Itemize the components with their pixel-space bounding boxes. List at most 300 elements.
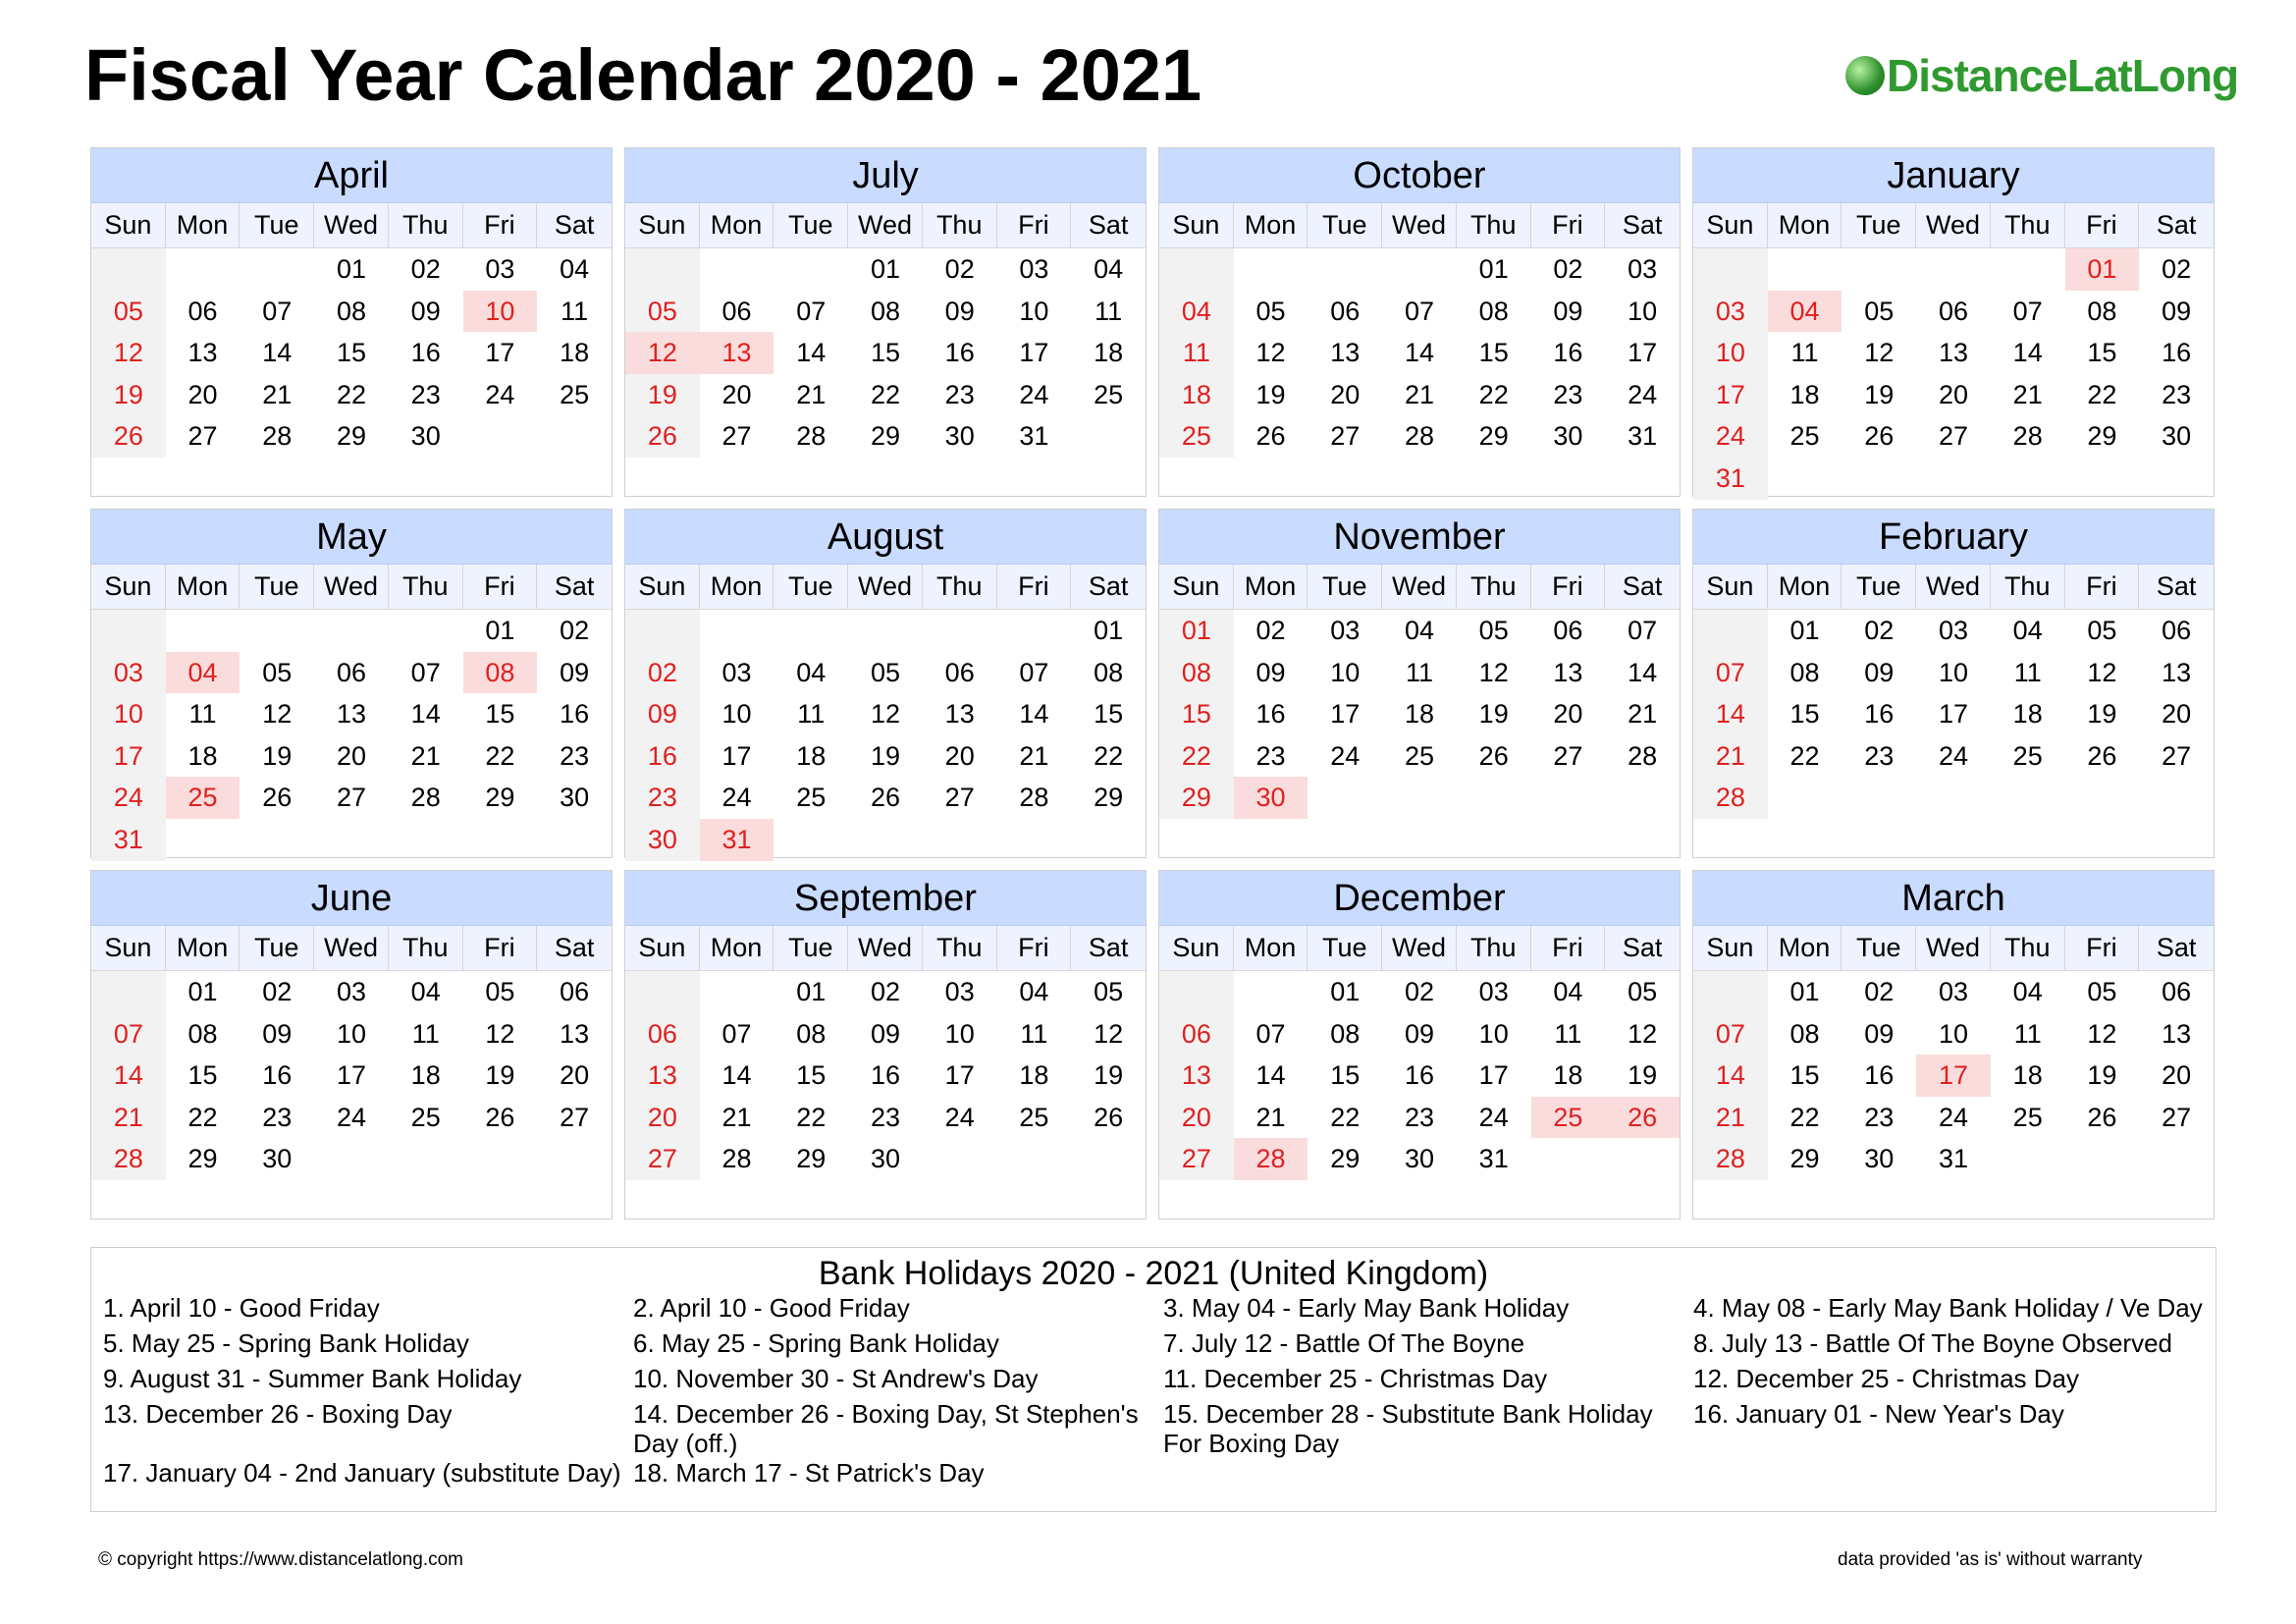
day-cell[interactable]: 05 <box>1255 296 1286 326</box>
day-cell[interactable]: 28 <box>1628 740 1658 771</box>
day-cell[interactable]: 26 <box>2087 740 2117 771</box>
day-cell[interactable]: 29 <box>870 421 901 452</box>
day-cell[interactable]: 27 <box>1938 421 1969 452</box>
day-cell[interactable]: 15 <box>187 1060 218 1091</box>
day-cell[interactable]: 07 <box>1693 1013 1768 1056</box>
day-cell[interactable]: 28 <box>410 783 441 813</box>
day-cell[interactable]: 28 <box>1693 777 1768 819</box>
day-cell[interactable]: 17 <box>1330 699 1361 730</box>
day-cell[interactable]: 20 <box>1938 379 1969 409</box>
day-cell[interactable]: 04 <box>1553 977 1583 1006</box>
day-cell[interactable]: 26 <box>625 415 700 458</box>
day-cell[interactable]: 05 <box>262 657 293 687</box>
day-cell[interactable]: 25 <box>796 783 827 813</box>
day-cell[interactable]: 04 <box>1019 977 1049 1006</box>
day-cell[interactable]: 16 <box>560 699 590 730</box>
day-cell[interactable]: 19 <box>91 374 166 416</box>
day-cell[interactable]: 08 <box>187 1018 218 1049</box>
day-cell[interactable]: 12 <box>1255 338 1286 368</box>
day-cell[interactable]: 20 <box>336 740 367 771</box>
day-cell[interactable]: 31 <box>1938 1144 1969 1174</box>
day-cell[interactable]: 16 <box>2162 338 2192 368</box>
day-cell[interactable]: 28 <box>91 1138 166 1180</box>
day-cell[interactable]: 07 <box>2012 296 2043 326</box>
day-cell[interactable]: 07 <box>721 1018 752 1049</box>
day-cell[interactable]: 21 <box>410 740 441 771</box>
day-cell[interactable]: 03 <box>1330 616 1361 645</box>
day-cell[interactable]: 08 <box>1159 652 1234 694</box>
day-cell[interactable]: 09 <box>410 296 441 326</box>
day-cell[interactable]: 18 <box>410 1060 441 1091</box>
day-cell[interactable]: 09 <box>625 693 700 735</box>
day-cell[interactable]: 07 <box>1019 657 1049 687</box>
day-cell[interactable]: 27 <box>625 1138 700 1180</box>
day-cell[interactable]: 02 <box>262 977 293 1006</box>
day-cell[interactable]: 29 <box>1330 1144 1361 1174</box>
day-cell[interactable]: 24 <box>721 783 752 813</box>
day-cell[interactable]: 08 <box>1330 1018 1361 1049</box>
day-cell[interactable]: 18 <box>2012 1060 2043 1091</box>
day-cell[interactable]: 01 <box>2065 248 2140 291</box>
day-cell[interactable]: 31 <box>91 819 166 861</box>
day-cell[interactable]: 21 <box>1693 1097 1768 1139</box>
day-cell[interactable]: 01 <box>1478 254 1509 284</box>
day-cell[interactable]: 28 <box>1404 421 1435 452</box>
day-cell[interactable]: 13 <box>187 338 218 368</box>
day-cell[interactable]: 18 <box>1789 379 1820 409</box>
day-cell[interactable]: 12 <box>1864 338 1895 368</box>
day-cell[interactable]: 01 <box>187 977 218 1006</box>
day-cell[interactable]: 03 <box>944 977 975 1006</box>
day-cell[interactable]: 01 <box>1789 977 1820 1006</box>
day-cell[interactable]: 24 <box>1938 1102 1969 1132</box>
day-cell[interactable]: 06 <box>625 1013 700 1056</box>
day-cell[interactable]: 23 <box>1255 740 1286 771</box>
day-cell[interactable]: 02 <box>1864 977 1895 1006</box>
day-cell[interactable]: 18 <box>796 740 827 771</box>
day-cell[interactable]: 23 <box>560 740 590 771</box>
day-cell[interactable]: 02 <box>870 977 901 1006</box>
day-cell[interactable]: 25 <box>1404 740 1435 771</box>
day-cell[interactable]: 10 <box>1478 1018 1509 1049</box>
day-cell[interactable]: 06 <box>2162 616 2192 645</box>
day-cell[interactable]: 19 <box>870 740 901 771</box>
day-cell[interactable]: 23 <box>625 777 700 819</box>
day-cell[interactable]: 05 <box>1094 977 1124 1006</box>
day-cell[interactable]: 24 <box>944 1102 975 1132</box>
day-cell[interactable]: 02 <box>1255 616 1286 645</box>
day-cell[interactable]: 28 <box>1234 1138 1308 1180</box>
day-cell[interactable]: 07 <box>91 1013 166 1056</box>
day-cell[interactable]: 04 <box>166 652 240 694</box>
day-cell[interactable]: 11 <box>1095 296 1123 326</box>
day-cell[interactable]: 11 <box>411 1018 440 1049</box>
day-cell[interactable]: 17 <box>1628 338 1658 368</box>
day-cell[interactable]: 29 <box>187 1144 218 1174</box>
day-cell[interactable]: 20 <box>2162 699 2192 730</box>
day-cell[interactable]: 18 <box>560 338 590 368</box>
day-cell[interactable]: 31 <box>1478 1144 1509 1174</box>
day-cell[interactable]: 23 <box>1404 1102 1435 1132</box>
day-cell[interactable]: 18 <box>187 740 218 771</box>
day-cell[interactable]: 01 <box>485 616 515 645</box>
day-cell[interactable]: 16 <box>262 1060 293 1091</box>
day-cell[interactable]: 05 <box>485 977 515 1006</box>
day-cell[interactable]: 08 <box>796 1018 827 1049</box>
day-cell[interactable]: 10 <box>1628 296 1658 326</box>
day-cell[interactable]: 11 <box>2013 1018 2042 1049</box>
day-cell[interactable]: 12 <box>91 332 166 374</box>
day-cell[interactable]: 21 <box>91 1097 166 1139</box>
day-cell[interactable]: 20 <box>187 379 218 409</box>
day-cell[interactable]: 20 <box>721 379 752 409</box>
day-cell[interactable]: 26 <box>91 415 166 458</box>
day-cell[interactable]: 17 <box>91 735 166 778</box>
day-cell[interactable]: 19 <box>625 374 700 416</box>
day-cell[interactable]: 29 <box>1478 421 1509 452</box>
day-cell[interactable]: 10 <box>944 1018 975 1049</box>
day-cell[interactable]: 22 <box>485 740 515 771</box>
day-cell[interactable]: 19 <box>485 1060 515 1091</box>
day-cell[interactable]: 14 <box>91 1055 166 1097</box>
day-cell[interactable]: 13 <box>700 332 774 374</box>
day-cell[interactable]: 07 <box>796 296 827 326</box>
day-cell[interactable]: 05 <box>1478 616 1509 645</box>
day-cell[interactable]: 30 <box>1553 421 1583 452</box>
day-cell[interactable]: 29 <box>2087 421 2117 452</box>
day-cell[interactable]: 29 <box>1094 783 1124 813</box>
day-cell[interactable]: 05 <box>625 291 700 333</box>
day-cell[interactable]: 23 <box>1553 379 1583 409</box>
day-cell[interactable]: 26 <box>1094 1102 1124 1132</box>
day-cell[interactable]: 14 <box>410 699 441 730</box>
day-cell[interactable]: 02 <box>944 254 975 284</box>
day-cell[interactable]: 30 <box>1404 1144 1435 1174</box>
day-cell[interactable]: 15 <box>485 699 515 730</box>
day-cell[interactable]: 15 <box>336 338 367 368</box>
day-cell[interactable]: 11 <box>1020 1018 1048 1049</box>
day-cell[interactable]: 26 <box>2087 1102 2117 1132</box>
day-cell[interactable]: 05 <box>2087 977 2117 1006</box>
day-cell[interactable]: 12 <box>625 332 700 374</box>
day-cell[interactable]: 30 <box>870 1144 901 1174</box>
day-cell[interactable]: 20 <box>2162 1060 2192 1091</box>
day-cell[interactable]: 28 <box>262 421 293 452</box>
day-cell[interactable]: 22 <box>1159 735 1234 778</box>
day-cell[interactable]: 15 <box>870 338 901 368</box>
day-cell[interactable]: 19 <box>1864 379 1895 409</box>
day-cell[interactable]: 21 <box>1404 379 1435 409</box>
day-cell[interactable]: 03 <box>1938 616 1969 645</box>
day-cell[interactable]: 26 <box>1605 1097 1680 1139</box>
day-cell[interactable]: 08 <box>1094 657 1124 687</box>
day-cell[interactable]: 02 <box>625 652 700 694</box>
day-cell[interactable]: 15 <box>1478 338 1509 368</box>
day-cell[interactable]: 09 <box>1864 657 1895 687</box>
day-cell[interactable]: 05 <box>1628 977 1658 1006</box>
day-cell[interactable]: 20 <box>1159 1097 1234 1139</box>
day-cell[interactable]: 24 <box>1628 379 1658 409</box>
day-cell[interactable]: 23 <box>410 379 441 409</box>
day-cell[interactable]: 04 <box>410 977 441 1006</box>
day-cell[interactable]: 15 <box>796 1060 827 1091</box>
day-cell[interactable]: 21 <box>262 379 293 409</box>
day-cell[interactable]: 13 <box>1330 338 1361 368</box>
day-cell[interactable]: 20 <box>560 1060 590 1091</box>
day-cell[interactable]: 27 <box>2162 1102 2192 1132</box>
day-cell[interactable]: 02 <box>2162 254 2192 284</box>
day-cell[interactable]: 16 <box>870 1060 901 1091</box>
day-cell[interactable]: 25 <box>2012 1102 2043 1132</box>
day-cell[interactable]: 22 <box>2087 379 2117 409</box>
day-cell[interactable]: 27 <box>2162 740 2192 771</box>
day-cell[interactable]: 06 <box>336 657 367 687</box>
day-cell[interactable]: 19 <box>262 740 293 771</box>
day-cell[interactable]: 12 <box>1094 1018 1124 1049</box>
day-cell[interactable]: 09 <box>1404 1018 1435 1049</box>
day-cell[interactable]: 06 <box>944 657 975 687</box>
day-cell[interactable]: 08 <box>870 296 901 326</box>
day-cell[interactable]: 07 <box>1693 652 1768 694</box>
day-cell[interactable]: 25 <box>410 1102 441 1132</box>
day-cell[interactable]: 08 <box>1789 657 1820 687</box>
day-cell[interactable]: 06 <box>187 296 218 326</box>
day-cell[interactable]: 11 <box>1554 1018 1582 1049</box>
day-cell[interactable]: 16 <box>1864 699 1895 730</box>
day-cell[interactable]: 16 <box>410 338 441 368</box>
day-cell[interactable]: 09 <box>1553 296 1583 326</box>
day-cell[interactable]: 26 <box>485 1102 515 1132</box>
day-cell[interactable]: 03 <box>336 977 367 1006</box>
day-cell[interactable]: 19 <box>2087 1060 2117 1091</box>
day-cell[interactable]: 17 <box>1693 374 1768 416</box>
day-cell[interactable]: 03 <box>1019 254 1049 284</box>
day-cell[interactable]: 13 <box>944 699 975 730</box>
day-cell[interactable]: 25 <box>166 777 240 819</box>
day-cell[interactable]: 21 <box>796 379 827 409</box>
day-cell[interactable]: 09 <box>944 296 975 326</box>
day-cell[interactable]: 18 <box>2012 699 2043 730</box>
day-cell[interactable]: 18 <box>1553 1060 1583 1091</box>
day-cell[interactable]: 21 <box>1255 1102 1286 1132</box>
day-cell[interactable]: 21 <box>1019 740 1049 771</box>
day-cell[interactable]: 10 <box>1019 296 1049 326</box>
day-cell[interactable]: 02 <box>1404 977 1435 1006</box>
day-cell[interactable]: 02 <box>1864 616 1895 645</box>
day-cell[interactable]: 22 <box>796 1102 827 1132</box>
day-cell[interactable]: 03 <box>1628 254 1658 284</box>
day-cell[interactable]: 29 <box>1789 1144 1820 1174</box>
day-cell[interactable]: 15 <box>1789 1060 1820 1091</box>
day-cell[interactable]: 06 <box>1553 616 1583 645</box>
day-cell[interactable]: 01 <box>870 254 901 284</box>
day-cell[interactable]: 27 <box>1159 1138 1234 1180</box>
day-cell[interactable]: 17 <box>1478 1060 1509 1091</box>
day-cell[interactable]: 27 <box>721 421 752 452</box>
day-cell[interactable]: 14 <box>2012 338 2043 368</box>
day-cell[interactable]: 21 <box>721 1102 752 1132</box>
day-cell[interactable]: 10 <box>91 693 166 735</box>
day-cell[interactable]: 14 <box>721 1060 752 1091</box>
day-cell[interactable]: 11 <box>561 296 589 326</box>
day-cell[interactable]: 24 <box>1938 740 1969 771</box>
day-cell[interactable]: 11 <box>1405 657 1433 687</box>
day-cell[interactable]: 12 <box>262 699 293 730</box>
day-cell[interactable]: 01 <box>1159 610 1234 652</box>
day-cell[interactable]: 13 <box>2162 657 2192 687</box>
day-cell[interactable]: 18 <box>1094 338 1124 368</box>
day-cell[interactable]: 11 <box>797 699 826 730</box>
day-cell[interactable]: 12 <box>485 1018 515 1049</box>
day-cell[interactable]: 08 <box>336 296 367 326</box>
day-cell[interactable]: 22 <box>1789 740 1820 771</box>
day-cell[interactable]: 02 <box>410 254 441 284</box>
day-cell[interactable]: 12 <box>1478 657 1509 687</box>
day-cell[interactable]: 14 <box>1404 338 1435 368</box>
day-cell[interactable]: 03 <box>1938 977 1969 1006</box>
day-cell[interactable]: 31 <box>1019 421 1049 452</box>
day-cell[interactable]: 22 <box>1478 379 1509 409</box>
day-cell[interactable]: 04 <box>2012 977 2043 1006</box>
day-cell[interactable]: 21 <box>1693 735 1768 778</box>
day-cell[interactable]: 14 <box>1693 693 1768 735</box>
day-cell[interactable]: 01 <box>796 977 827 1006</box>
day-cell[interactable]: 02 <box>1553 254 1583 284</box>
day-cell[interactable]: 13 <box>560 1018 590 1049</box>
day-cell[interactable]: 31 <box>700 819 774 861</box>
day-cell[interactable]: 10 <box>1693 332 1768 374</box>
day-cell[interactable]: 21 <box>2012 379 2043 409</box>
day-cell[interactable]: 26 <box>1864 421 1895 452</box>
day-cell[interactable]: 11 <box>2013 657 2042 687</box>
day-cell[interactable]: 04 <box>2012 616 2043 645</box>
day-cell[interactable]: 07 <box>262 296 293 326</box>
day-cell[interactable]: 23 <box>262 1102 293 1132</box>
day-cell[interactable]: 24 <box>1330 740 1361 771</box>
day-cell[interactable]: 22 <box>1094 740 1124 771</box>
day-cell[interactable]: 28 <box>1019 783 1049 813</box>
day-cell[interactable]: 13 <box>1553 657 1583 687</box>
day-cell[interactable]: 06 <box>1330 296 1361 326</box>
day-cell[interactable]: 06 <box>560 977 590 1006</box>
day-cell[interactable]: 24 <box>1693 415 1768 458</box>
day-cell[interactable]: 30 <box>1234 777 1308 819</box>
day-cell[interactable]: 08 <box>1789 1018 1820 1049</box>
day-cell[interactable]: 05 <box>1864 296 1895 326</box>
day-cell[interactable]: 25 <box>1094 379 1124 409</box>
day-cell[interactable]: 06 <box>721 296 752 326</box>
day-cell[interactable]: 21 <box>1628 699 1658 730</box>
day-cell[interactable]: 11 <box>188 699 217 730</box>
day-cell[interactable]: 12 <box>2087 1018 2117 1049</box>
day-cell[interactable]: 03 <box>721 657 752 687</box>
day-cell[interactable]: 27 <box>944 783 975 813</box>
day-cell[interactable]: 22 <box>1330 1102 1361 1132</box>
day-cell[interactable]: 16 <box>1553 338 1583 368</box>
day-cell[interactable]: 10 <box>1938 1018 1969 1049</box>
day-cell[interactable]: 14 <box>1019 699 1049 730</box>
day-cell[interactable]: 31 <box>1628 421 1658 452</box>
day-cell[interactable]: 16 <box>625 735 700 778</box>
day-cell[interactable]: 19 <box>1478 699 1509 730</box>
day-cell[interactable]: 14 <box>1255 1060 1286 1091</box>
day-cell[interactable]: 30 <box>625 819 700 861</box>
day-cell[interactable]: 29 <box>485 783 515 813</box>
day-cell[interactable]: 22 <box>870 379 901 409</box>
day-cell[interactable]: 09 <box>2162 296 2192 326</box>
day-cell[interactable]: 28 <box>2012 421 2043 452</box>
day-cell[interactable]: 27 <box>1330 421 1361 452</box>
day-cell[interactable]: 22 <box>1789 1102 1820 1132</box>
day-cell[interactable]: 01 <box>336 254 367 284</box>
day-cell[interactable]: 25 <box>1159 415 1234 458</box>
day-cell[interactable]: 19 <box>1628 1060 1658 1091</box>
day-cell[interactable]: 04 <box>1404 616 1435 645</box>
day-cell[interactable]: 15 <box>1330 1060 1361 1091</box>
day-cell[interactable]: 24 <box>1019 379 1049 409</box>
day-cell[interactable]: 24 <box>1478 1102 1509 1132</box>
day-cell[interactable]: 08 <box>1478 296 1509 326</box>
day-cell[interactable]: 31 <box>1693 458 1768 500</box>
day-cell[interactable]: 30 <box>262 1144 293 1174</box>
day-cell[interactable]: 09 <box>262 1018 293 1049</box>
day-cell[interactable]: 19 <box>1094 1060 1124 1091</box>
day-cell[interactable]: 24 <box>91 777 166 819</box>
day-cell[interactable]: 08 <box>463 652 538 694</box>
day-cell[interactable]: 23 <box>870 1102 901 1132</box>
day-cell[interactable]: 06 <box>1938 296 1969 326</box>
day-cell[interactable]: 10 <box>1938 657 1969 687</box>
day-cell[interactable]: 05 <box>91 291 166 333</box>
day-cell[interactable]: 16 <box>944 338 975 368</box>
day-cell[interactable]: 15 <box>1789 699 1820 730</box>
day-cell[interactable]: 07 <box>1628 616 1658 645</box>
day-cell[interactable]: 30 <box>410 421 441 452</box>
day-cell[interactable]: 25 <box>560 379 590 409</box>
day-cell[interactable]: 12 <box>1628 1018 1658 1049</box>
day-cell[interactable]: 23 <box>1864 1102 1895 1132</box>
day-cell[interactable]: 01 <box>1094 616 1124 645</box>
day-cell[interactable]: 03 <box>1478 977 1509 1006</box>
day-cell[interactable]: 10 <box>336 1018 367 1049</box>
day-cell[interactable]: 10 <box>463 291 538 333</box>
day-cell[interactable]: 23 <box>1864 740 1895 771</box>
day-cell[interactable]: 30 <box>944 421 975 452</box>
day-cell[interactable]: 04 <box>560 254 590 284</box>
day-cell[interactable]: 18 <box>1019 1060 1049 1091</box>
day-cell[interactable]: 27 <box>1553 740 1583 771</box>
day-cell[interactable]: 29 <box>1159 777 1234 819</box>
day-cell[interactable]: 22 <box>187 1102 218 1132</box>
day-cell[interactable]: 15 <box>1159 693 1234 735</box>
day-cell[interactable]: 09 <box>870 1018 901 1049</box>
day-cell[interactable]: 07 <box>1404 296 1435 326</box>
day-cell[interactable]: 22 <box>336 379 367 409</box>
day-cell[interactable]: 03 <box>1693 291 1768 333</box>
day-cell[interactable]: 17 <box>721 740 752 771</box>
day-cell[interactable]: 15 <box>1094 699 1124 730</box>
day-cell[interactable]: 16 <box>1864 1060 1895 1091</box>
distancelatlong-logo[interactable] <box>1845 41 2238 110</box>
day-cell[interactable]: 09 <box>1255 657 1286 687</box>
day-cell[interactable]: 11 <box>1159 332 1234 374</box>
day-cell[interactable]: 20 <box>1553 699 1583 730</box>
day-cell[interactable]: 25 <box>2012 740 2043 771</box>
day-cell[interactable]: 01 <box>1789 616 1820 645</box>
day-cell[interactable]: 01 <box>1330 977 1361 1006</box>
day-cell[interactable]: 25 <box>1019 1102 1049 1132</box>
day-cell[interactable]: 27 <box>560 1102 590 1132</box>
